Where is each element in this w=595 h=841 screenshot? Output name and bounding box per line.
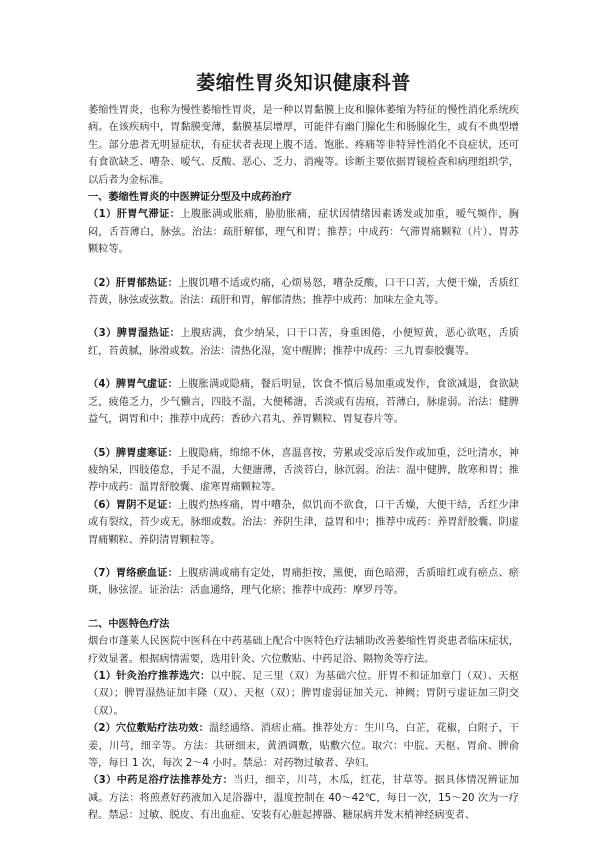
syndrome-item-4 <box>88 376 519 428</box>
therapy-label: （2）穴位敷贴疗法功效： <box>88 723 209 735</box>
syndrome-text: 上腹灼热疼痛，胃中嘈杂，似饥而不欲食，口干舌燥，大便干结，舌红少津或有裂纹，苔少或无，脉细或数。治法：养阴生津，益胃和中；推荐中成药：养胃舒胶囊、阴虚胃痛颗粒、养阴清胃颗粒等。 <box>88 499 519 546</box>
syndrome-text: 上腹痞满，食少纳呆，口干口苦，身重困倦，小便短黄，恶心欲呕，舌质红，苔黄腻，脉滑或数。治法：清热化湿，宽中醒脾；推荐中成药：三九胃泰胶囊等。 <box>88 328 519 357</box>
therapy-text: 当归，细辛，川芎，木瓜，红花，甘草等。据具体情况辨证加减。方法：将煎煮好药液加入足浴器中，温度控制在 40～42℃，每日一次，15～20 次为一疗程。禁忌：过敏、脱皮、有出血症、安装有心脏起搏器、糖尿病并发末梢神经病变者、 <box>88 775 520 822</box>
syndrome-item-7 <box>88 565 519 600</box>
syndrome-label: （7）胃络瘀血证： <box>88 567 178 579</box>
syndrome-item-1 <box>88 206 519 258</box>
document-title: 萎缩性胃炎知识健康科普 <box>196 72 411 94</box>
intro-paragraph: 萎缩性胃炎，也称为慢性萎缩性胃炎，是一种以胃黏膜上皮和腺体萎缩为特征的慢性消化系统疾病。在该疾病中，胃黏膜变薄，黏膜基层增厚，可能伴有幽门腺化生和肠腺化生，或有不典型增生。部分患者无明显症状，有症状者表现上腹不适、饱胀、疼痛等非特异性消化不良症状，还可有食欲缺乏、嘈杂、嗳气、反酸、恶心、乏力、消瘦等。诊断主要依据胃镜检查和病理组织学，以后者为金标准。 <box>88 105 519 186</box>
therapy-text: 温经通络、消痞止痛。推荐处方：生川乌，白芷，花椒，白附子，干姜，川芎，细辛等。方法：共研细末，黄酒调敷，贴敷穴位。取穴：中脘、天枢、胃俞、脾俞等，每日 1 次，每次 2～4 小时。禁忌：对药物过敏者、孕妇。 <box>88 723 520 769</box>
syndrome-label: （2）肝胃郁热证： <box>88 277 178 289</box>
syndrome-text: 上腹胀满或胀痛，胁肋胀痛，症状因情绪因素诱发或加重，嗳气频作，胸闷，舌苔薄白，脉弦。治法：疏肝解郁，理气和胃；推荐；中成药：气滞胃痛颗粒（片）、胃苏颗粒等。 <box>88 209 519 256</box>
therapy-item-3 <box>88 772 519 824</box>
syndrome-item-6 <box>88 497 519 549</box>
therapy-label: （3）中药足浴疗法推荐处方： <box>88 775 234 787</box>
syndrome-text: 上腹痞满或痛有定处，胃痛拒按，黑便，面色暗滞，舌质暗红或有瘀点、瘀斑，脉弦涩。证治法：活血通络，理气化瘀；推荐中成药：摩罗丹等。 <box>88 567 519 597</box>
syndrome-label: （1）肝胃气滞证： <box>88 209 181 221</box>
section1-heading: 一、萎缩性胃炎的中医辨证分型及中成药治疗 <box>88 192 292 204</box>
syndrome-label: （5）脾胃虚寒证： <box>88 447 178 459</box>
syndrome-label: （4）脾胃气虚证： <box>88 379 178 391</box>
syndrome-text: 上腹隐痛，绵绵不休，喜温喜按，劳累或受凉后发作或加重，泛吐清水，神疲纳呆，四肢倦怠，手足不温，大便溏薄，舌淡苔白，脉沉弱。治法：温中健脾，散寒和胃；推荐中成药：温胃舒胶囊、虚寒胃痛颗粒等。 <box>88 447 519 494</box>
syndrome-text: 上腹饥嘈不适或灼痛，心烦易怒，嘈杂反酸，口干口苦，大便干燥，舌质红苔黄，脉弦或弦数。治法：疏肝和胃，解郁清热；推荐中成药：加味左金丸等。 <box>88 277 519 307</box>
therapy-item-2 <box>88 720 519 772</box>
syndrome-label: （6）胃阴不足证： <box>88 499 178 511</box>
syndrome-text: 上腹胀满或隐痛，餐后明显，饮食不慎后易加重或发作，食欲减退，食欲缺乏，疲倦乏力，少气懒言，四肢不温，大便稀溏，舌淡或有齿痕，苔薄白，脉虚弱。治法：健脾益气，调胃和中；推荐中成药：香砂六君丸、养胃颗粒、胃复春片等。 <box>88 379 519 426</box>
therapy-item-1 <box>88 668 519 720</box>
therapy-text: 以中脘、足三里（双）为基础穴位。肝胃不和证加章门（双）、天枢（双）；脾胃湿热证加丰隆（双）、天枢（双）；脾胃虚弱证加关元、神阙；胃阴亏虚证加三阴交（双）。 <box>88 670 519 717</box>
syndrome-item-5 <box>88 445 519 497</box>
syndrome-item-3 <box>88 325 519 360</box>
syndrome-item-2 <box>88 275 519 310</box>
section2-intro: 烟台市蓬莱人民医院中医科在中药基础上配合中医特色疗法辅助改善萎缩性胃炎患者临床症状，疗效显著。根据病情需要，选用针灸、穴位敷贴、中药足浴、隔物灸等疗法。 <box>88 636 519 665</box>
syndrome-label: （3）脾胃湿热证： <box>88 328 181 340</box>
section2-heading: 二、中医特色疗法 <box>88 618 170 630</box>
therapy-label: （1）针灸治疗推荐选穴： <box>88 670 211 682</box>
